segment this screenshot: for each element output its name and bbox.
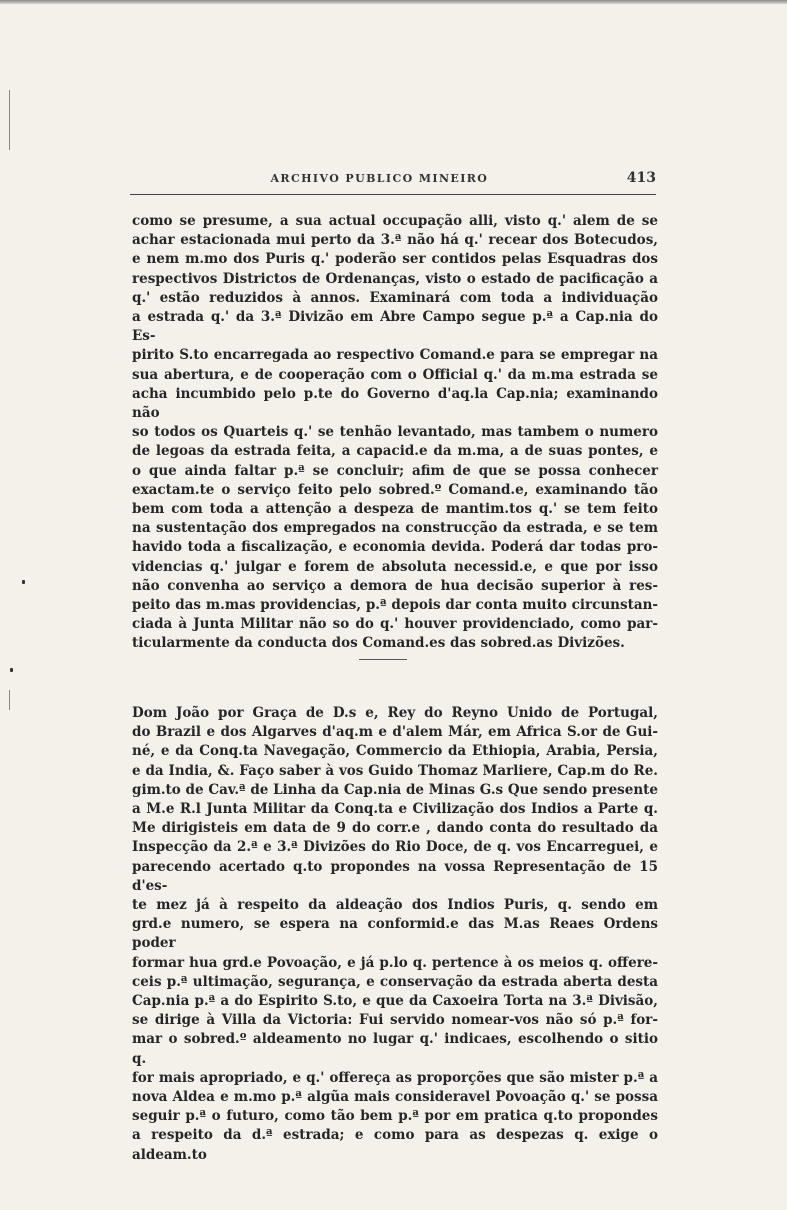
text-line: havido toda a fiscalização, e economia devida. Poderá dar todas pro- [132, 539, 658, 556]
text-line: na sustentação dos empregados na construcção da estrada, e se tem [132, 520, 658, 537]
text-line: ciada à Junta Militar não so do q.' houver providenciado, como par- [132, 616, 658, 633]
scan-edge-mark [9, 90, 10, 150]
scan-speck [22, 580, 25, 584]
text-line: exactam.te o serviço feito pelo sobred.º Comand.e, examinando tão [132, 481, 658, 498]
text-line: peito das m.mas providencias, p.ª depois dar conta muito circunstan- [132, 597, 658, 614]
text-line: Me dirigisteis em data de 9 do corr.e , dando conta do resultado da [132, 820, 658, 837]
running-title: ARCHIVO PUBLICO MINEIRO [270, 172, 489, 185]
text-line: o que ainda faltar p.ª se concluir; afim de que se possa conhecer [132, 462, 658, 479]
text-line: não convenha ao serviço a demora de hua decisão superior à res- [132, 577, 658, 594]
text-line: e da India, &. Faço saber à vos Guido Thomaz Marliere, Cap.m do Re. [132, 762, 658, 779]
text-line: gim.to de Cav.ª de Linha da Cap.nia de Minas G.s Que sendo presente [132, 781, 658, 798]
scan-speck [10, 668, 13, 672]
text-line: ceis p.ª ultimação, segurança, e conservação da estrada aberta desta [132, 973, 658, 990]
text-line: bem com toda a attenção a despeza de mantim.tos q.' se tem feito [132, 501, 658, 518]
text-line: te mez já à respeito da aldeação dos Indios Puris, q. sendo em [132, 897, 658, 914]
text-line: a M.e R.l Junta Militar da Conq.ta e Civilização dos Indios a Parte q. [132, 801, 658, 818]
text-line: do Brazil e dos Algarves d'aq.m e d'alem Már, em Africa S.or de Gui- [132, 724, 658, 741]
text-line: respectivos Districtos de Ordenanças, visto o estado de pacificação a [132, 270, 658, 287]
text-line: ticularmente da conducta dos Comand.es das sobred.as Divizões. [132, 635, 625, 652]
text-line: a estrada q.' da 3.ª Divizão em Abre Campo segue p.ª a Cap.nia do Es- [132, 309, 658, 345]
page-header [132, 170, 656, 186]
text-line: achar estacionada mui perto da 3.ª não há q.' recear dos Botecudos, [132, 232, 658, 249]
text-line: videncias q.' julgar e forem de absoluta necessid.e, e que por isso [132, 558, 658, 575]
text-line: Cap.nia p.ª a do Espirito S.to, e que da Caxoeira Torta na 3.ª Divisão, [132, 993, 658, 1010]
text-line: acha incumbido pelo p.te do Governo d'aq.la Cap.nia; examinando não [132, 385, 658, 422]
header-rule [130, 194, 656, 195]
text-line: de legoas da estrada feita, a capacid.e da m.ma, a de suas pontes, e [132, 443, 658, 460]
text-line: Inspecção da 2.ª e 3.ª Divizões do Rio Doce, de q. vos Encarreguei, e [132, 839, 658, 856]
page-top-edge [0, 0, 787, 4]
text-line: e nem m.mo dos Puris q.' poderão ser contidos pelas Esquadras dos [132, 251, 658, 268]
text-line: nova Aldea e m.mo p.ª algũa mais consideravel Povoação q.' se possa [132, 1089, 658, 1106]
paragraph-continued [132, 212, 658, 654]
scan-edge-mark [9, 690, 10, 710]
text-line: né, e da Conq.ta Navegação, Commercio da Ethiopia, Arabia, Persia, [132, 743, 658, 760]
text-line: Dom João por Graça de D.s e, Rey do Reyno Unido de Portugal, [132, 705, 658, 721]
page-number: 413 [626, 170, 656, 186]
text-line: se dirige à Villa da Victoria: Fui servido nomear-vos não só p.ª for- [132, 1012, 658, 1029]
text-line: pirito S.to encarregada ao respectivo Comand.e para se empregar na [132, 347, 658, 364]
paragraph-royal-letter [132, 704, 658, 1165]
text-line: seguir p.ª o futuro, como tão bem p.ª por em pratica q.to propondes [132, 1108, 658, 1125]
text-line: grd.e numero, se espera na conformid.e das M.as Reaes Ordens poder [132, 916, 658, 952]
section-separator [359, 659, 407, 660]
text-line: parecendo acertado q.to propondes na vossa Representação de 15 d'es- [132, 858, 658, 894]
text-line: so todos os Quarteis q.' se tenhão levantado, mas tambem o numero [132, 424, 658, 441]
text-line: como se presume, a sua actual occupação alli, visto q.' alem de se [132, 213, 658, 229]
text-line: q.' estão reduzidos à annos. Examinará com toda a individuação [132, 289, 658, 306]
text-line: a respeito da d.ª estrada; e como para as despezas q. exige o aldeam.to [132, 1127, 658, 1163]
text-line: mar o sobred.º aldeamento no lugar q.' indicaes, escolhendo o sitio q. [132, 1031, 658, 1067]
text-line: for mais apropriado, e q.' offereça as proporções que são mister p.ª a [132, 1069, 658, 1086]
text-line: sua abertura, e de cooperação com o Official q.' da m.ma estrada se [132, 366, 658, 383]
text-line: formar hua grd.e Povoação, e já p.lo q. pertence à os meios q. offere- [132, 954, 658, 971]
